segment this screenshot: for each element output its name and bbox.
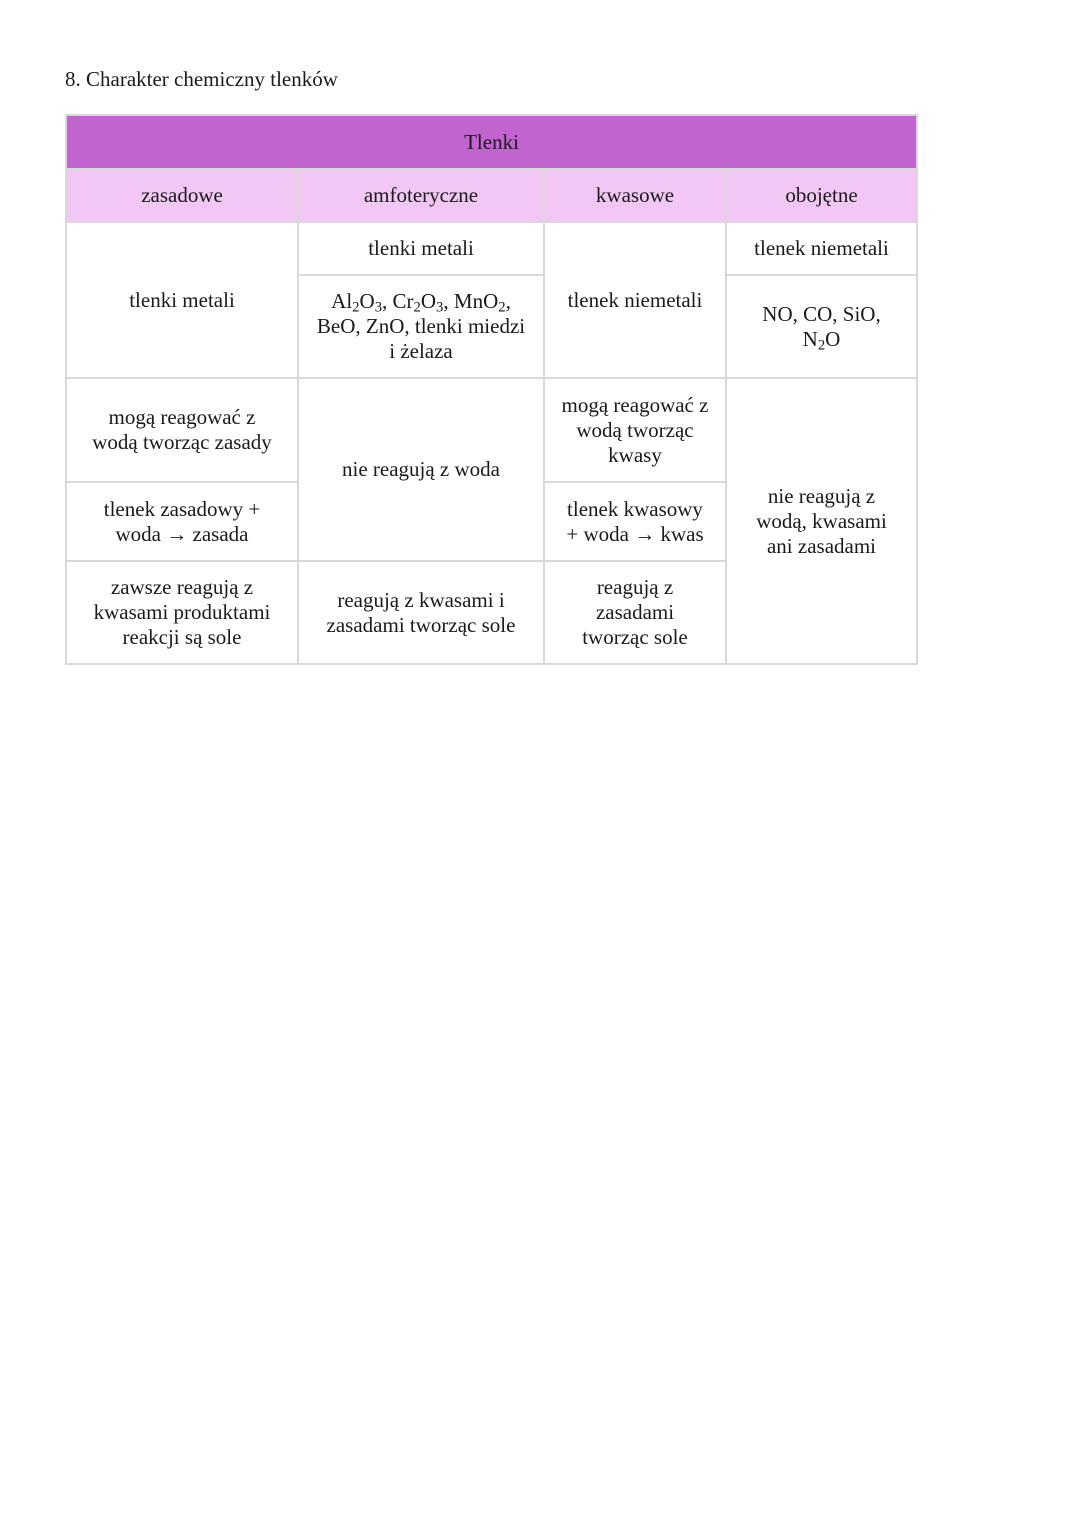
page-title: 8. Charakter chemiczny tlenków: [65, 67, 338, 91]
amfoteryczne-reactions: reagują z kwasami i zasadami tworząc sole: [298, 561, 544, 664]
kwasowe-composition: tlenek niemetali: [544, 222, 726, 378]
amfoteryczne-water: nie reagują z woda: [298, 378, 544, 561]
kwasowe-bases: reagują z zasadami tworząc sole: [544, 561, 726, 664]
kwasowe-equation: tlenek kwasowy + woda → kwas: [544, 482, 726, 561]
obojetne-reactions: nie reagują z wodą, kwasami ani zasadami: [726, 378, 917, 664]
kwasowe-water: mogą reagować z wodą tworząc kwasy: [544, 378, 726, 482]
zasadowe-equation: tlenek zasadowy + woda → zasada: [66, 482, 298, 561]
zasadowe-composition: tlenki metali: [66, 222, 298, 378]
obojetne-examples: NO, CO, SiO, $N_2O$: [726, 275, 917, 378]
column-header-kwasowe: kwasowe: [544, 169, 726, 222]
amfoteryczne-composition: tlenki metali: [298, 222, 544, 275]
column-header-obojetne: obojętne: [726, 169, 917, 222]
table-title: Tlenki: [66, 115, 917, 169]
column-header-amfoteryczne: amfoteryczne: [298, 169, 544, 222]
obojetne-composition: tlenek niemetali: [726, 222, 917, 275]
oxides-table: [65, 114, 918, 665]
zasadowe-acids: zawsze reagują z kwasami produktami reakcji są sole: [66, 561, 298, 664]
zasadowe-water: mogą reagować z wodą tworząc zasady: [66, 378, 298, 482]
amfoteryczne-examples: $Al_2O_3$, $Cr_2O_3$, MnO$_2$, BeO, ZnO, tlenki miedzi i żelaza: [298, 275, 544, 378]
column-header-zasadowe: zasadowe: [66, 169, 298, 222]
